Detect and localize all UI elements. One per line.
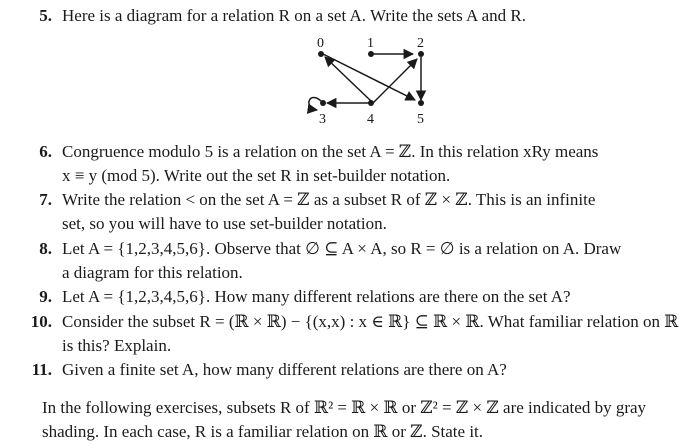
node-label-1: 1 [367, 36, 374, 51]
problem-number: 11. [31, 360, 52, 379]
problem-number: 9. [39, 287, 52, 306]
problem-number: 5. [39, 6, 52, 25]
node-4 [368, 100, 374, 106]
loop-3 [309, 97, 321, 110]
edge-0-5 [323, 54, 415, 100]
node-5 [418, 100, 424, 106]
edge-4-2 [373, 59, 417, 103]
problem-number: 10. [30, 312, 52, 331]
problem-number: 7. [39, 190, 52, 209]
problem-text: Write the relation < on the set A = ℤ as a subset R of ℤ × ℤ. This is an infinite set, so you will have to use set-builder notation. [62, 190, 596, 233]
node-label-0: 0 [317, 36, 324, 51]
node-label-4: 4 [367, 112, 374, 127]
node-1 [368, 51, 374, 57]
problem-text: Let A = {1,2,3,4,5,6}. Observe that ∅ ⊆ A × A, so R = ∅ is a relation on A. Draw a diagram for this relation. [62, 239, 622, 282]
node-label-2: 2 [417, 36, 424, 51]
problem-text: Consider the subset R = (ℝ × ℝ) − {(x,x) : x ∈ ℝ} ⊆ ℝ × ℝ. What familiar relation on ℝ is this? Explain. [62, 312, 679, 355]
edge-4-0 [325, 57, 371, 101]
problem-text: Congruence modulo 5 is a relation on the set A = ℤ. In this relation xRy means x ≡ y (mod 5). Write out the set R in set-builder notation. [62, 142, 599, 185]
node-3 [320, 100, 326, 106]
exercise-intro-paragraph: In the following exercises, subsets R of ℝ² = ℝ × ℝ or ℤ² = ℤ × ℤ are indicated by gray shading. In each case, R is a familiar relation on ℝ or ℤ. State it. [42, 398, 647, 441]
problem-number: 8. [39, 239, 52, 258]
problem-number: 6. [39, 142, 52, 161]
node-0 [318, 51, 324, 57]
problem-text: Given a finite set A, how many different relations are there on A? [62, 360, 507, 379]
problem-text: Let A = {1,2,3,4,5,6}. How many different relations are there on the set A? [62, 287, 571, 306]
relation-diagram [295, 34, 445, 134]
problem-text: Here is a diagram for a relation R on a set A. Write the sets A and R. [62, 6, 527, 25]
node-label-5: 5 [417, 112, 424, 127]
node-label-3: 3 [319, 112, 326, 127]
node-2 [418, 51, 424, 57]
